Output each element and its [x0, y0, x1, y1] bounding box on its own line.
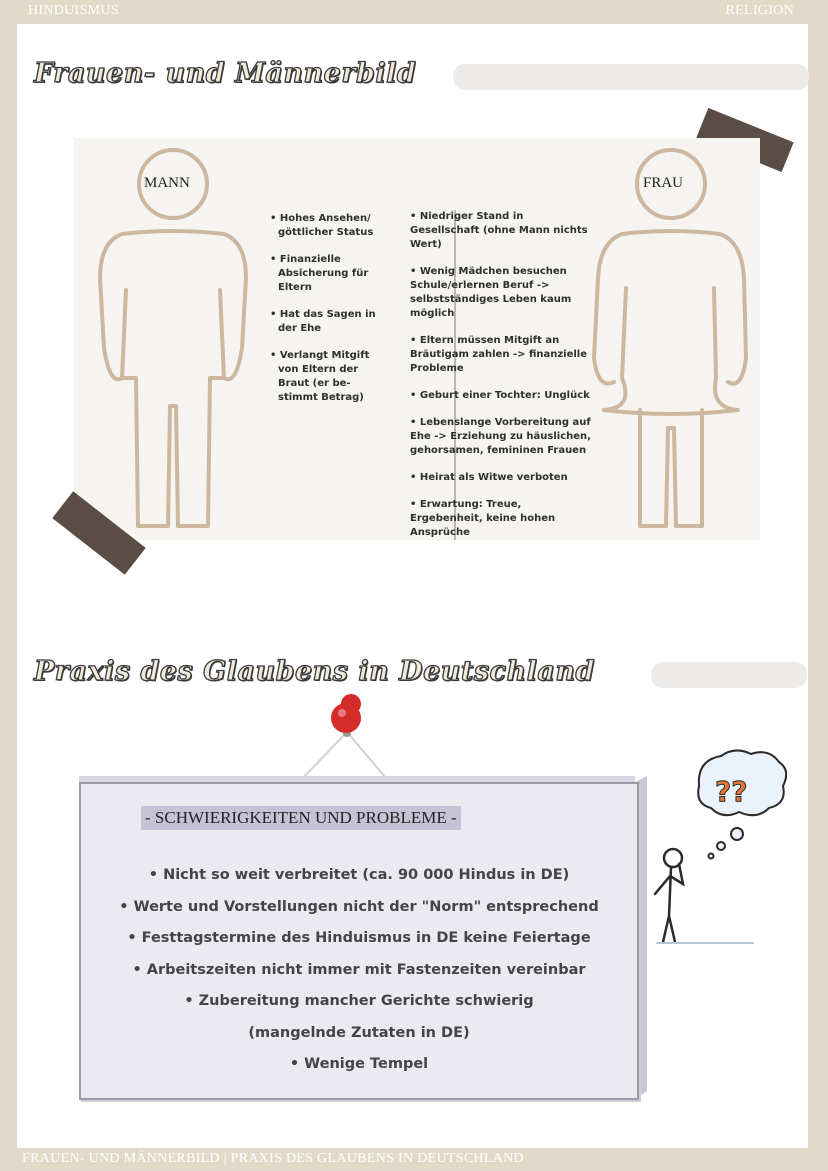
- problem-item: • Festtagstermine des Hinduismus in DE keine Feiertage: [127, 930, 591, 946]
- page-sheet: [17, 24, 808, 1148]
- man-point: • Hat das Sagen in der Ehe: [270, 309, 376, 334]
- man-label: MANN: [144, 175, 190, 191]
- heading-underline-bar: [651, 662, 807, 688]
- thinking-person-icon: [637, 746, 787, 946]
- woman-point: • Heirat als Witwe verboten: [410, 472, 568, 483]
- man-body-icon: [100, 231, 246, 526]
- comparison-panel: [74, 138, 760, 540]
- woman-attributes-list: [410, 210, 596, 553]
- problem-item: • Werte und Vorstellungen nicht der "Norm" entsprechend: [119, 898, 599, 915]
- problem-item: • Wenige Tempel: [289, 1056, 429, 1072]
- woman-point: • Wenig Mädchen besuchen Schule/erlernen Beruf -> selbstständiges Leben kaum möglich: [410, 266, 572, 319]
- woman-point: • Lebenslange Vorbereitung auf Ehe -> Erziehung zu häuslichen, gehorsamen, femininen Frauen: [410, 417, 591, 456]
- pushpin-icon: [326, 692, 374, 744]
- woman-point: • Eltern müssen Mitgift an Bräutigam zahlen -> finanzielle Probleme: [410, 335, 588, 374]
- subject-label: HINDUISMUS: [28, 3, 119, 18]
- section1-title: Frauen- und Männerbild: [34, 58, 417, 89]
- thought-question-marks: ??: [715, 775, 748, 808]
- category-label: RELIGION: [725, 3, 794, 18]
- woman-point: • Geburt einer Tochter: Unglück: [410, 390, 590, 401]
- man-attributes-list: [270, 212, 380, 418]
- man-point: • Hohes Ansehen/ göttlicher Status: [270, 213, 374, 238]
- card-title: - SCHWIERIGKEITEN UND PROBLEME -: [141, 806, 461, 830]
- problem-item: • Nicht so weit verbreitet (ca. 90 000 Hindus in DE): [148, 867, 570, 883]
- woman-point: • Erwartung: Treue, Ergebenheit, keine hohen Ansprüche: [410, 499, 556, 538]
- problem-item: • Zubereitung mancher Gerichte schwierig: [184, 993, 534, 1009]
- heading-underline-bar: [453, 64, 809, 90]
- man-point: • Verlangt Mitgift von Eltern der Braut (er be- stimmt Betrag): [270, 350, 370, 403]
- problems-card: [79, 782, 639, 1100]
- top-bar: [0, 0, 828, 24]
- problem-item: • Arbeitszeiten nicht immer mit Fastenzeiten vereinbar: [132, 961, 586, 978]
- woman-point: • Niedriger Stand in Gesellschaft (ohne Mann nichts Wert): [410, 211, 588, 250]
- footer-text: FRAUEN- UND MÄNNERBILD | PRAXIS DES GLAUBENS IN DEUTSCHLAND: [22, 1151, 524, 1166]
- problems-list: [81, 860, 637, 1081]
- section2-title: Praxis des Glaubens in Deutschland: [34, 656, 595, 687]
- woman-body-icon: [594, 231, 746, 526]
- problem-item: (mangelnde Zutaten in DE): [248, 1024, 470, 1041]
- man-point: • Finanzielle Absicherung für Eltern: [270, 254, 369, 293]
- woman-label: FRAU: [643, 175, 684, 191]
